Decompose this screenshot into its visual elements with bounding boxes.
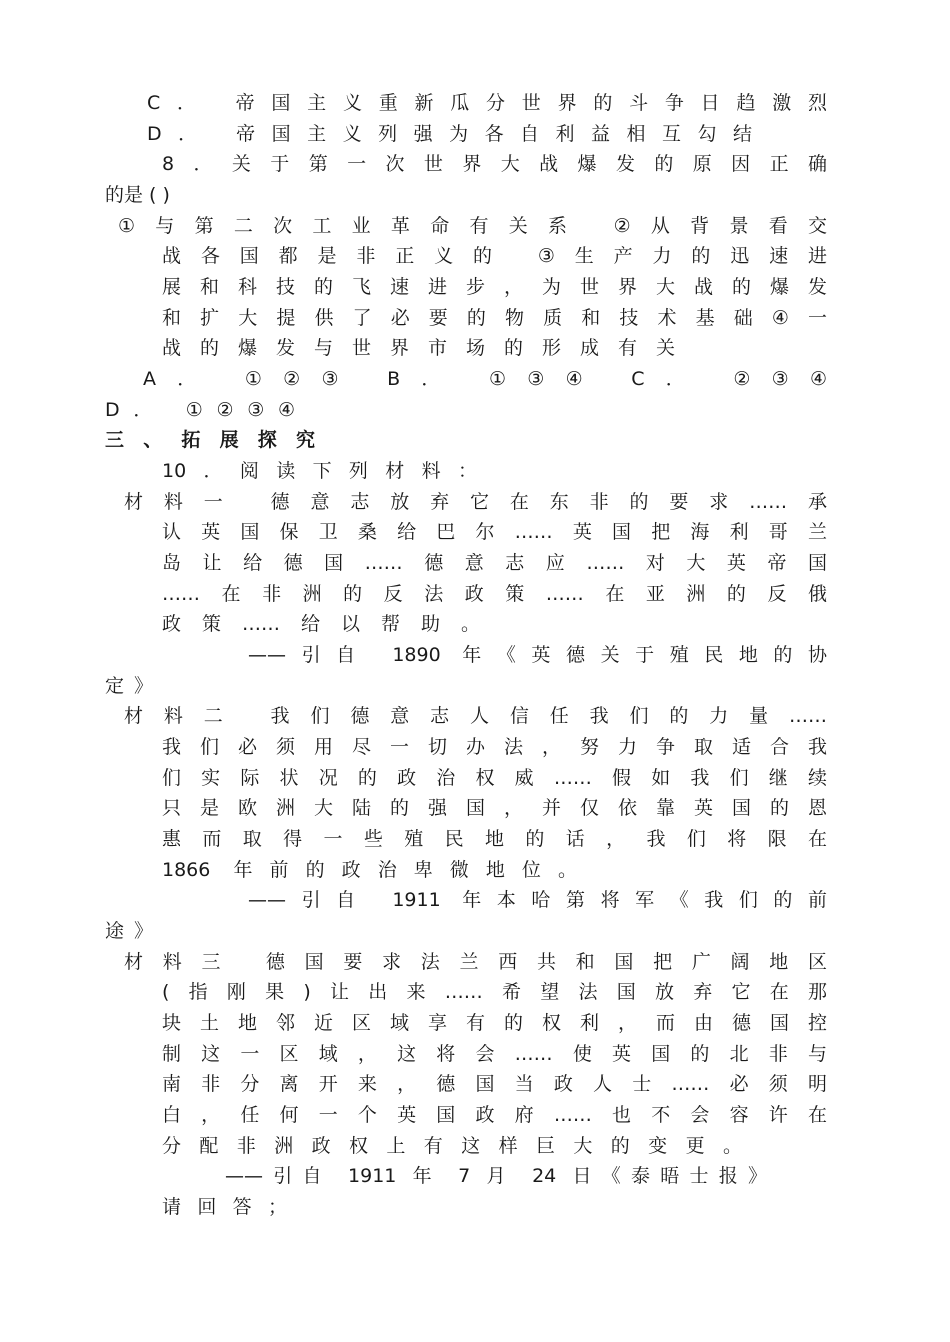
material-two-line: 材料二 我们德意志人信任我们的力量……: [124, 705, 827, 727]
material-three-line: 制这一区域，这将会……使英国的北非与: [162, 1043, 827, 1065]
material-two-line: 惠而取得一些殖民地的话，我们将限在: [162, 828, 827, 850]
question-8-option-d: D． ①②③④: [105, 399, 295, 421]
material-three-line: 块土地邻近区域享有的权利，而由德国控: [162, 1012, 827, 1034]
material-one-source: ——引自 1890 年《英德关于殖民地的协: [248, 644, 827, 666]
material-one-line: 认英国保卫桑给巴尔……英国把海利哥兰: [162, 521, 827, 543]
material-three-line: 材料三 德国要求法兰西共和国把广阔地区: [124, 951, 827, 973]
material-one-line: 政策……给以帮助。: [162, 613, 480, 635]
question-8-stem-continued: 的是 ( ): [105, 184, 170, 206]
question-8-statement-line: 战的爆发与世界市场的形成有关: [162, 337, 675, 359]
material-three-line: (指刚果)让出来……希望法国放弃它在那: [162, 981, 827, 1003]
answer-prompt: 请回答；: [162, 1196, 287, 1218]
question-8-options-abc: A． ①②③ B． ①③④ C． ②③④: [143, 368, 827, 390]
question-8-statement-line: 展和科技的飞速进步，为世界大战的爆发: [162, 276, 827, 298]
material-three-line: 白，任何一个英国政府……也不会容许在: [162, 1104, 827, 1126]
material-two-line: 们实际状况的政治权威……假如我们继续: [162, 767, 827, 789]
material-three-line: 南非分离开来，德国当政人士……必须明: [162, 1073, 827, 1095]
material-one-line: 岛让给德国……德意志应……对大英帝国: [162, 552, 827, 574]
material-two-line: 1866 年前的政治卑微地位。: [162, 859, 577, 881]
material-one-line: ……在非洲的反法政策……在亚洲的反俄: [162, 583, 827, 605]
question-7-option-c: C． 帝国主义重新瓜分世界的斗争日趋激烈: [147, 92, 827, 114]
material-three-source: ——引自 1911 年 7 月 24 日《泰晤士报》: [225, 1165, 767, 1187]
question-7-option-d: D． 帝国主义列强为各自利益相互勾结: [147, 123, 752, 145]
question-8-statement-line: 战各国都是非正义的 ③生产力的迅速进: [162, 245, 827, 267]
material-one-source-continued: 定》: [105, 675, 153, 697]
section-heading: 三、拓展探究: [105, 429, 315, 451]
material-two-line: 我们必须用尽一切办法，努力争取适合我: [162, 736, 827, 758]
question-8-stem: 8．关于第一次世界大战爆发的原因正确: [162, 153, 827, 175]
question-8-statement-line: ①与第二次工业革命有关系 ②从背景看交: [118, 215, 827, 237]
question-10-stem: 10．阅读下列材料：: [162, 460, 477, 482]
material-two-source: ——引自 1911 年本哈第将军《我们的前: [248, 889, 827, 911]
material-two-source-continued: 途》: [105, 920, 153, 942]
material-two-line: 只是欧洲大陆的强国，并仅依靠英国的恩: [162, 797, 827, 819]
question-8-statement-line: 和扩大提供了必要的物质和技术基础④一: [162, 307, 827, 329]
material-three-line: 分配非洲政权上有这样巨大的变更。: [162, 1135, 742, 1157]
material-one-line: 材料一 德意志放弃它在东非的要求……承: [124, 491, 827, 513]
